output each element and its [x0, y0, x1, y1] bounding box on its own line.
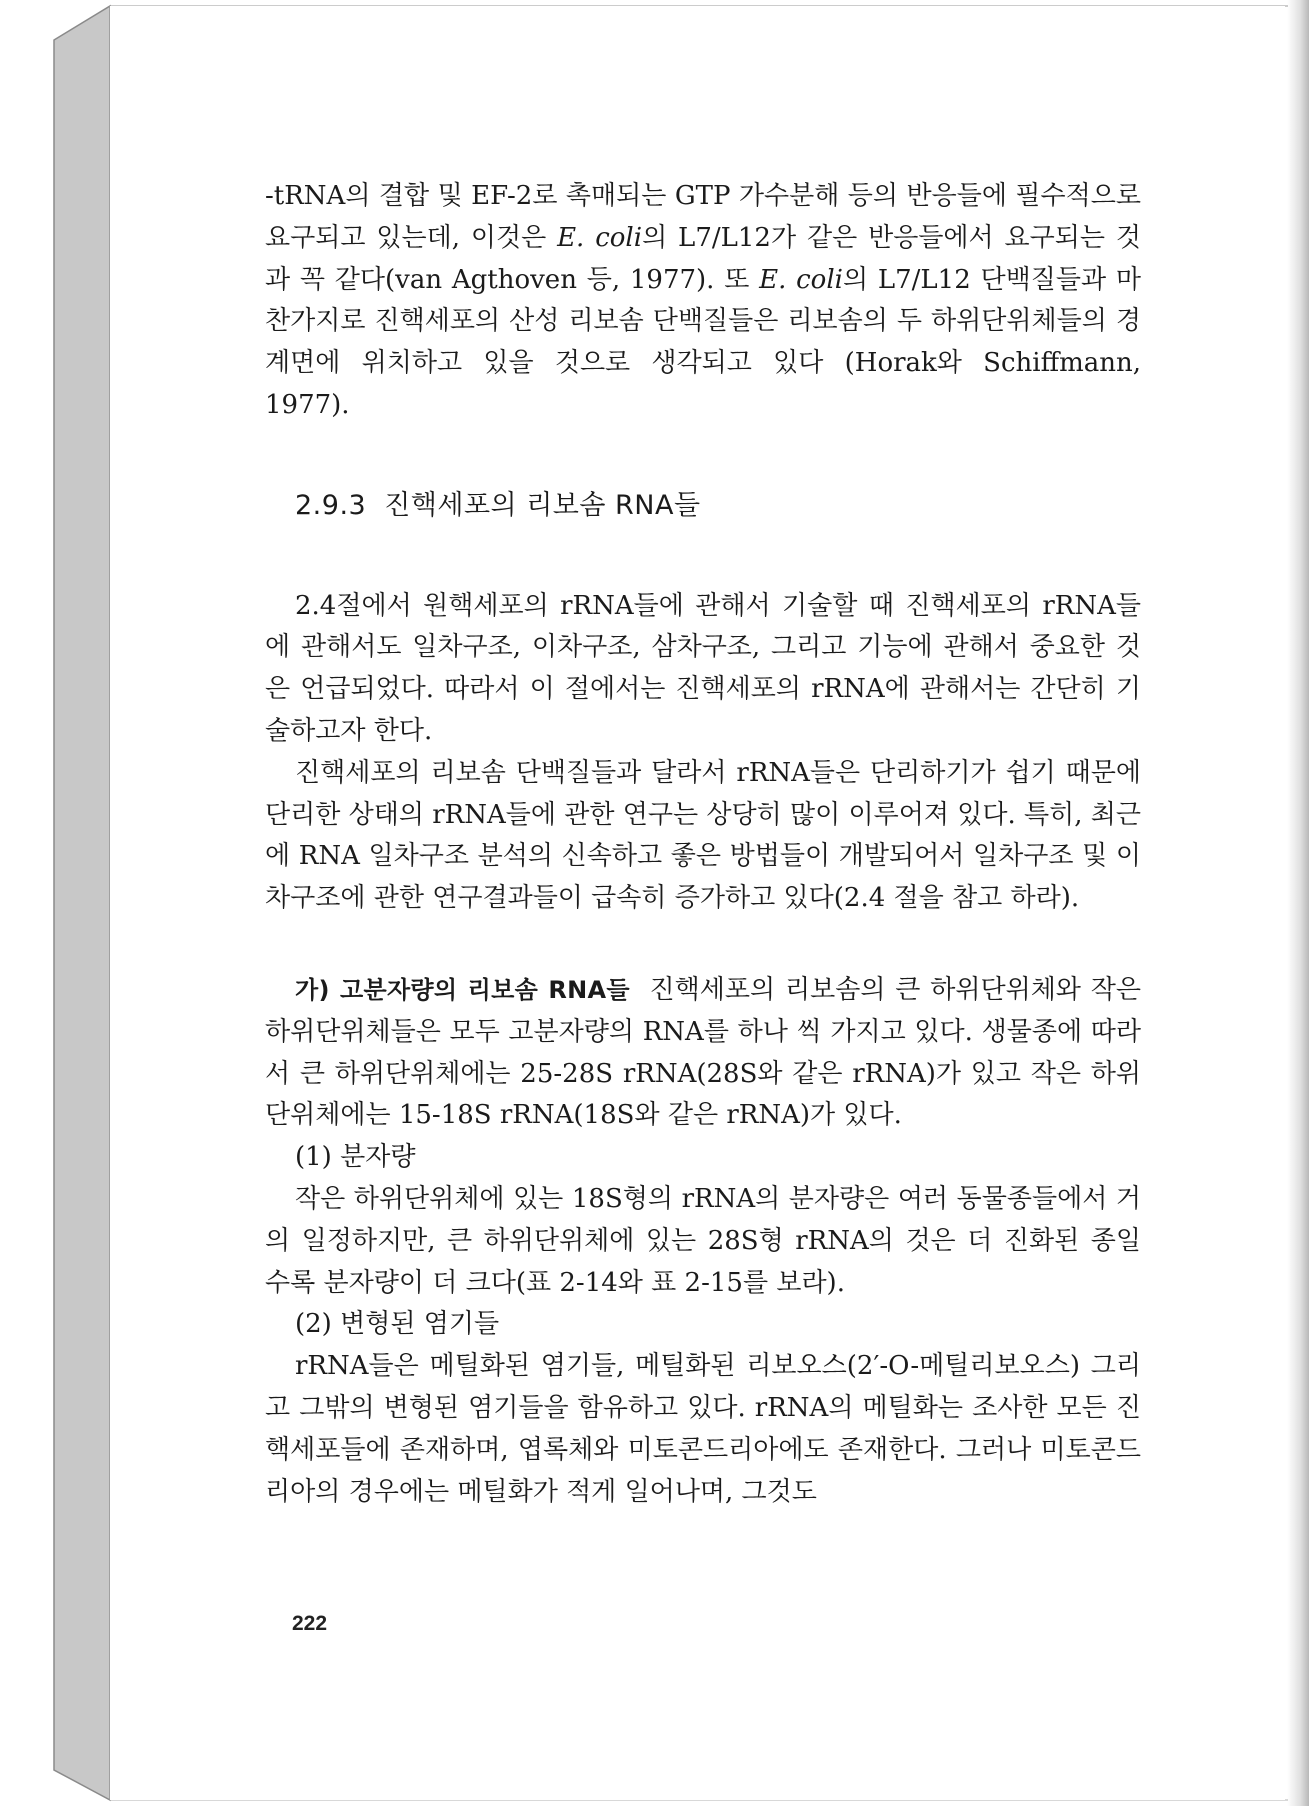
page-edge-shadow: [1287, 0, 1309, 1806]
paragraph: 2.4절에서 원핵세포의 rRNA들에 관해서 기술할 때 진핵세포의 rRNA들에 관해서도 일차구조, 이차구조, 삼차구조, 그리고 기능에 관해서 중요한 것은 언급되었다. 따라서 이 절에서는 진핵세포의 rRNA에 관해서는 간단히 기술하고자 한다.: [265, 590, 1141, 746]
species-name: E. coli: [759, 264, 843, 295]
spacer: [265, 920, 1141, 970]
paragraph-text: 의 L7/L12가 같은 반응들에서 요구되는 것과 꼭 같다(van Agthoven 등, 1977). 또: [265, 222, 1142, 295]
section-number: 2.9.3: [295, 489, 367, 521]
paragraph-text: 진핵세포의 리보솜의 큰 하위단위체와 작은 하위단위체들은 모두 고분자량의 RNA를 하나 씩 가지고 있다. 생물종에 따라서 큰 하위단위체에는 25-28S rRNA(28S와 같은 rRNA)가 있고 작은 하위단위체에는 15-18S rRNA(18S와 같은 rRNA)가 있다.: [265, 974, 1141, 1131]
paragraph: 진핵세포의 리보솜 단백질들과 달라서 rRNA들은 단리하기가 쉽기 때문에 단리한 상태의 rRNA들에 관한 연구는 상당히 많이 이루어져 있다. 특히, 최근에 RNA 일차구조 분석의 신속하고 좋은 방법들이 개발되어서 일차구조 및 이차구조에 관한 연구결과들이 급속히 증가하고 있다(2.4 절을 참고 하라).: [265, 757, 1141, 914]
paragraph-text: 의 L7/L12 단백질들과 마찬가지로 진핵세포의 산성 리보솜 단백질들은 리보솜의 두 하위단위체들의 경계면에 위치하고 있을 것으로 생각되고 있다 (Horak와 Schiffmann, 1977).: [265, 264, 1141, 420]
section-heading: [265, 485, 1141, 527]
paragraph-text: -tRNA의 결합 및 EF-2로 촉매되는 GTP 가수분해 등의 반응들에 필수적으로 요구되고 있는데, 이것은: [265, 181, 1141, 253]
page-body: [265, 176, 1141, 1513]
paragraph: 작은 하위단위체에 있는 18S형의 rRNA의 분자량은 여러 동물종들에서 거의 일정하지만, 큰 하위단위체에 있는 28S형 rRNA의 것은 더 진화된 종일 수록 분자량이 더 크다(표 2-14와 표 2-15를 보라).: [265, 1183, 1141, 1298]
paragraph-continued: [265, 176, 1141, 427]
subsection-heading: 가) 고분자량의 리보솜 RNA들: [295, 975, 630, 1004]
paragraph: rRNA들은 메틸화된 염기들, 메틸화된 리보오스(2′-O-메틸리보오스) 그리고 그밖의 변형된 염기들을 함유하고 있다. rRNA의 메틸화는 조사한 모든 진핵세포들에 존재하며, 엽록체와 미토콘드리아에도 존재한다. 그러나 미토콘드리아의 경우에는 메틸화가 적게 일어나며, 그것도: [265, 1351, 1141, 1507]
section-title: 진핵세포의 리보솜 RNA들: [384, 489, 701, 521]
page-number: 222: [292, 1612, 328, 1635]
item-heading: (2) 변형된 염기들: [295, 1309, 500, 1340]
subsection-paragraph: [265, 970, 1141, 1137]
item-heading: (1) 분자량: [295, 1142, 416, 1173]
species-name: E. coli: [557, 222, 643, 253]
